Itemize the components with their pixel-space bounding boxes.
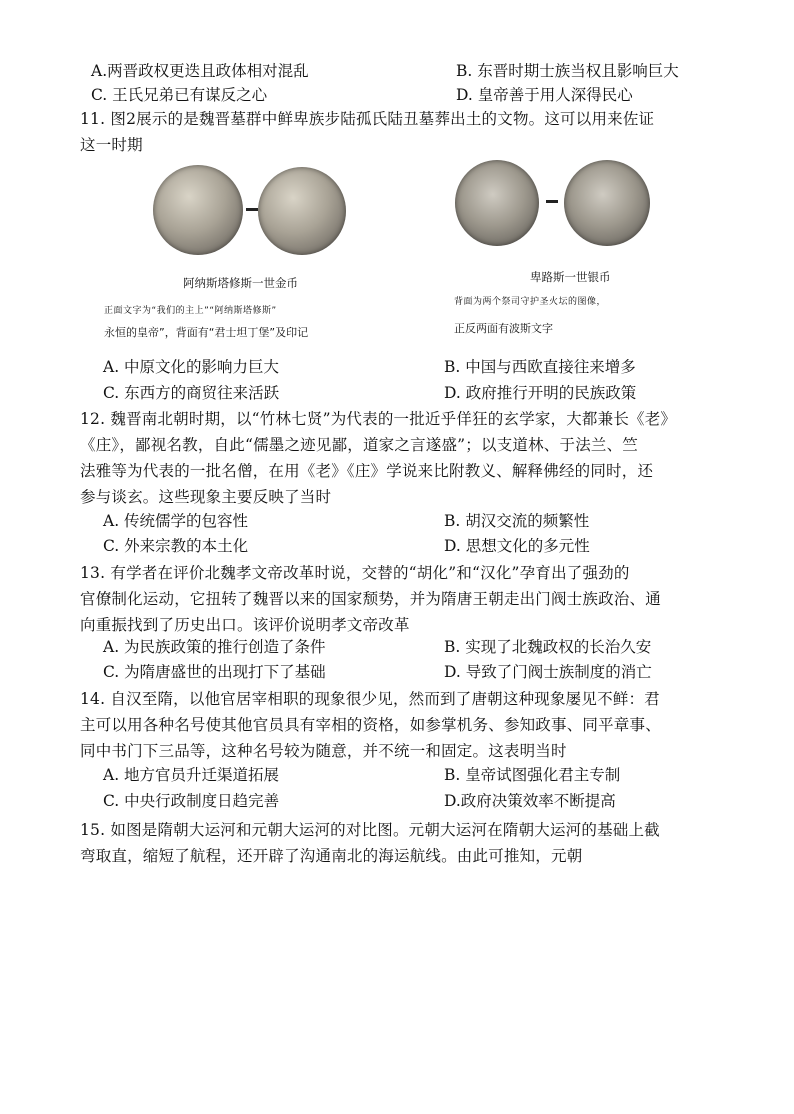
q14-stem — [80, 686, 720, 764]
q12-option-c[interactable]: C. 外来宗教的本土化 — [103, 537, 249, 555]
q11-option-c[interactable]: C. 东西方的商贸往来活跃 — [103, 384, 280, 402]
q12-stem-line: 12. 魏晋南北朝时期，以“竹林七贤”为代表的一批近乎佯狂的玄学家，大都兼长《老》 — [80, 410, 677, 428]
q12-option-a[interactable]: A. 传统儒学的包容性 — [103, 512, 249, 530]
q10-option-c[interactable]: C. 王氏兄弟已有谋反之心 — [91, 86, 268, 104]
q12-stem — [80, 406, 720, 510]
right-coin-note: 正反两面有波斯文字 — [454, 322, 553, 335]
anastasius-gold-coin-back-image — [258, 167, 346, 255]
left-coin-note: 永恒的皇帝”，背面有“君士坦丁堡”及印记 — [104, 326, 309, 339]
q13-stem-line: 向重振找到了历史出口。该评价说明孝文帝改革 — [80, 616, 410, 634]
q12-stem-line: 法雅等为代表的一批名僧，在用《老》《庄》学说来比附教义、解释佛经的同时，还 — [80, 462, 654, 480]
q14-stem-line: 同中书门下三品等，这种名号较为随意，并不统一和固定。这表明当时 — [80, 742, 567, 760]
q13-stem-line: 官僚制化运动，它扭转了魏晋以来的国家颓势，并为隋唐王朝走出门阀士族政治、通 — [80, 590, 661, 608]
q15-stem-line: 弯取直，缩短了航程，还开辟了沟通南北的海运航线。由此可推知，元朝 — [80, 847, 583, 865]
q14-stem-line: 主可以用各种名号使其他官员具有宰相的资格，如参掌机务、参知政事、同平章事、 — [80, 716, 661, 734]
right-coin-note: 背面为两个祭司守护圣火坛的图像， — [454, 297, 607, 307]
q11-option-a[interactable]: A. 中原文化的影响力巨大 — [103, 358, 280, 376]
q11-stem-line: 11. 图2展示的是魏晋墓群中鲜卑族步陆孤氏陆丑墓葬出土的文物。这可以用来佐证 — [80, 110, 655, 128]
right-coin-caption: 卑路斯一世银币 — [530, 270, 611, 284]
q13-option-d[interactable]: D. 导致了门阀士族制度的消亡 — [444, 663, 652, 681]
q10-option-d[interactable]: D. 皇帝善于用人深得民心 — [456, 86, 633, 104]
q11-option-d[interactable]: D. 政府推行开明的民族政策 — [444, 384, 637, 402]
q10-option-b[interactable]: B. 东晋时期士族当权且影响巨大 — [456, 62, 679, 80]
q12-stem-line: 《庄》，鄙视名教，自此“儒墨之迹见鄙，道家之言遂盛”；以支道林、于法兰、竺 — [80, 436, 639, 454]
left-coin-caption: 阿纳斯塔修斯一世金币 — [183, 276, 298, 290]
q11-stem — [80, 106, 720, 158]
q10-option-a[interactable]: A.两晋政权更迭且政体相对混乱 — [91, 62, 309, 80]
q11-option-b[interactable]: B. 中国与西欧直接往来增多 — [444, 358, 636, 376]
q14-option-d[interactable]: D.政府决策效率不断提高 — [444, 792, 616, 810]
coin-separator — [546, 200, 558, 203]
q13-stem — [80, 560, 720, 638]
q15-stem — [80, 817, 720, 869]
coin-separator — [246, 208, 258, 211]
q15-stem-line: 15. 如图是隋朝大运河和元朝大运河的对比图。元朝大运河在隋朝大运河的基础上截 — [80, 821, 660, 839]
q13-option-a[interactable]: A. 为民族政策的推行创造了条件 — [103, 638, 326, 656]
q14-option-a[interactable]: A. 地方官员升迁渠道拓展 — [103, 766, 280, 784]
q12-stem-line: 参与谈玄。这些现象主要反映了当时 — [80, 488, 332, 506]
q14-option-c[interactable]: C. 中央行政制度日趋完善 — [103, 792, 280, 810]
peroz-silver-coin-front-image — [455, 160, 539, 246]
q14-stem-line: 14. 自汉至隋，以他官居宰相职的现象很少见，然而到了唐朝这种现象屡见不鲜：君 — [80, 690, 660, 708]
q11-stem-line: 这一时期 — [80, 136, 143, 154]
q14-option-b[interactable]: B. 皇帝试图强化君主专制 — [444, 766, 621, 784]
left-coin-note: 正面文字为“我们的主上”“阿纳斯塔修斯” — [104, 306, 277, 316]
anastasius-gold-coin-front-image — [153, 165, 243, 255]
q12-option-d[interactable]: D. 思想文化的多元性 — [444, 537, 590, 555]
q13-option-c[interactable]: C. 为隋唐盛世的出现打下了基础 — [103, 663, 326, 681]
q13-stem-line: 13. 有学者在评价北魏孝文帝改革时说，交替的“胡化”和“汉化”孕育出了强劲的 — [80, 564, 630, 582]
q13-option-b[interactable]: B. 实现了北魏政权的长治久安 — [444, 638, 652, 656]
peroz-silver-coin-back-image — [564, 160, 650, 246]
q12-option-b[interactable]: B. 胡汉交流的频繁性 — [444, 512, 590, 530]
